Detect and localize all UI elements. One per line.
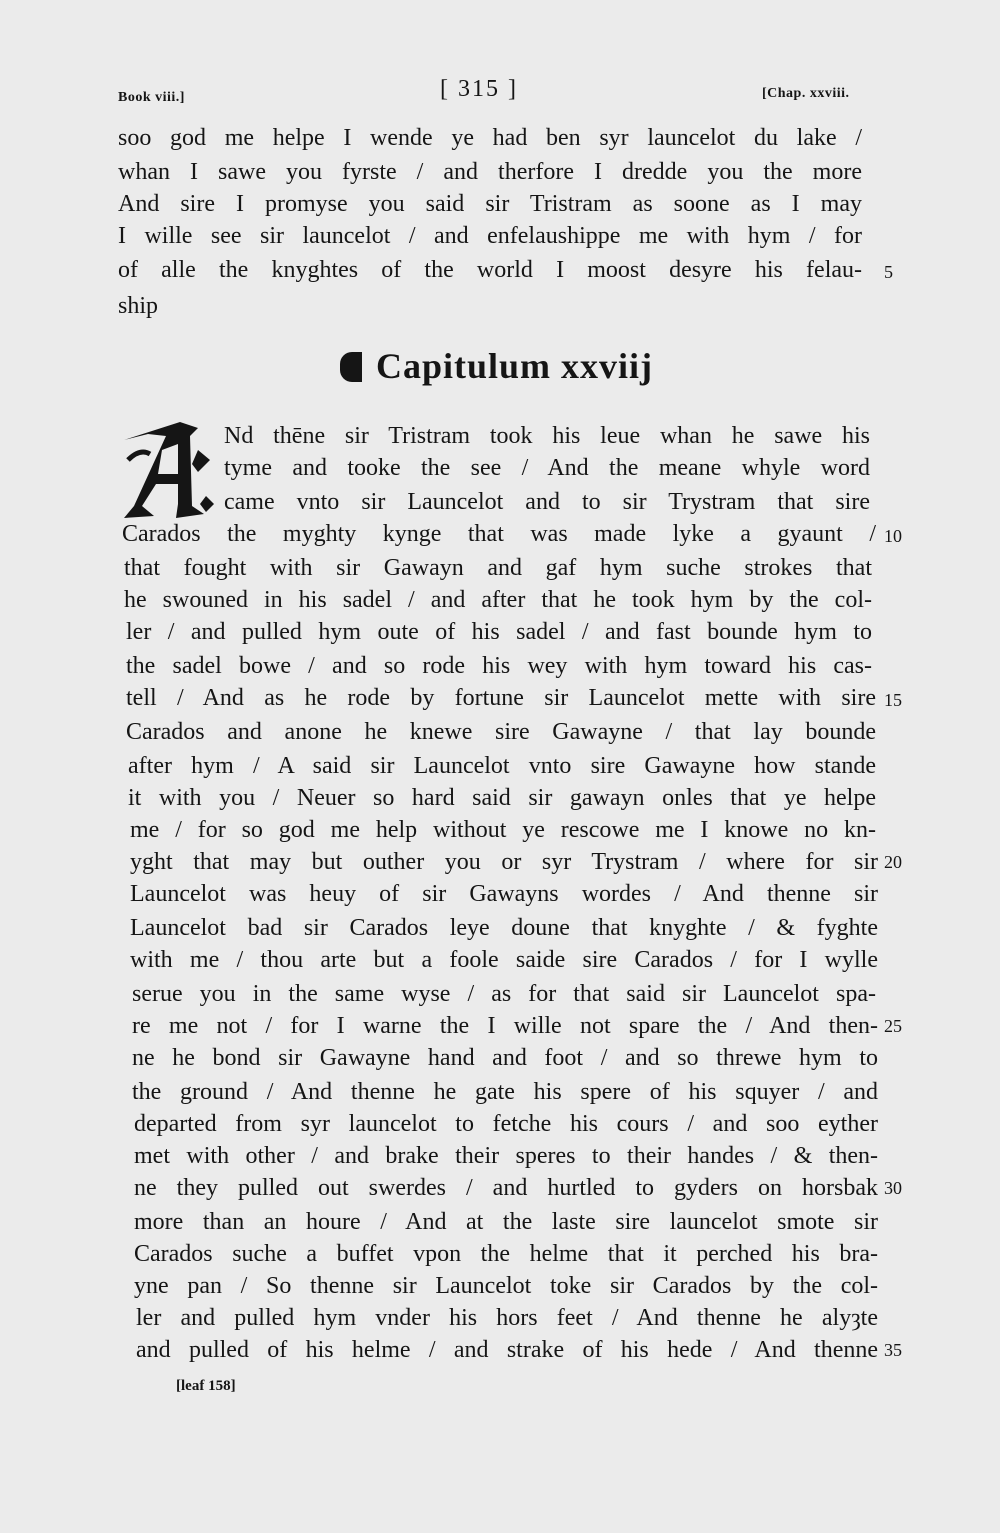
text-line: yght that may but outher you or syr Trystram / where for sir <box>130 849 878 875</box>
line-number: 35 <box>884 1340 902 1360</box>
text-line: re me not / for I warne the I wille not spare the / And then- <box>132 1013 878 1039</box>
text-line: ler / and pulled hym oute of his sadel / and fast bounde hym to <box>126 619 872 645</box>
text-line: ne they pulled out swerdes / and hurtled to gyders on horsbak <box>134 1175 878 1201</box>
text-line: me / for so god me help without ye rescowe me I knowe no kn- <box>130 817 876 843</box>
text-line: he swouned in his sadel / and after that he took hym by the col- <box>124 587 872 613</box>
line-number: 25 <box>884 1016 902 1036</box>
text-line: I wille see sir launcelot / and enfelaushippe me with hym / for <box>118 223 862 249</box>
text-line: ne he bond sir Gawayne hand and foot / and so threwe hym to <box>132 1045 878 1071</box>
running-head-book: Book viii.] <box>118 90 185 105</box>
text-line: it with you / Neuer so hard said sir gawayn onles that ye helpe <box>128 785 876 811</box>
leaf-note: [leaf 158] <box>176 1378 236 1394</box>
text-line: soo god me helpe I wende ye had ben syr launcelot du lake / <box>118 125 862 151</box>
text-line: Carados the myghty kynge that was made lyke a gyaunt / <box>122 521 876 547</box>
line-number: 5 <box>884 262 893 282</box>
text-line: more than an houre / And at the laste sire launcelot smote sir <box>134 1209 878 1235</box>
text-line: Launcelot bad sir Carados leye doune that knyghte / & fyghte <box>130 915 878 941</box>
text-line: ler and pulled hym vnder his hors feet / And thenne he alyȝte <box>136 1305 878 1331</box>
text-line: serue you in the same wyse / as for that said sir Launcelot spa- <box>132 981 876 1007</box>
text-line: after hym / A said sir Launcelot vnto sire Gawayne how stande <box>128 753 876 779</box>
text-line: tell / And as he rode by fortune sir Launcelot mette with sire <box>126 685 876 711</box>
text-line: tyme and tooke the see / And the meane whyle word <box>224 455 870 481</box>
line-number: 20 <box>884 852 902 872</box>
chapter-heading <box>340 346 653 386</box>
line-number: 10 <box>884 526 902 546</box>
text-line: the ground / And thenne he gate his spere of his squyer / and <box>132 1079 878 1105</box>
dropcap-letter-a-icon <box>120 420 216 520</box>
text-line: met with other / and brake their speres to their handes / & then- <box>134 1143 878 1169</box>
text-line: and pulled of his helme / and strake of his hede / And thenne <box>136 1337 878 1363</box>
text-line: Nd thēne sir Tristram took his leue whan he sawe his <box>224 423 870 449</box>
text-line: departed from syr launcelot to fetche his cours / and soo eyther <box>134 1111 878 1137</box>
text-line: ship <box>118 293 159 319</box>
chapter-title: Capitulum xxviij <box>376 346 654 386</box>
text-line: Launcelot was heuy of sir Gawayns wordes / And thenne sir <box>130 881 878 907</box>
line-number: 30 <box>884 1178 902 1198</box>
text-line: that fought with sir Gawayn and gaf hym suche strokes that <box>124 555 872 581</box>
text-line: Carados suche a buffet vpon the helme that it perched his bra- <box>134 1241 878 1267</box>
text-line: the sadel bowe / and so rode his wey with hym toward his cas- <box>126 653 872 679</box>
text-line: And sire I promyse you said sir Tristram as soone as I may <box>118 191 862 217</box>
page-number: [ 315 ] <box>440 76 518 102</box>
text-line: with me / thou arte but a foole saide sire Carados / for I wylle <box>130 947 878 973</box>
text-line: yne pan / So thenne sir Launcelot toke sir Carados by the col- <box>134 1273 878 1299</box>
running-head-chapter: [Chap. xxviii. <box>762 86 850 101</box>
pilcrow-icon <box>340 352 362 382</box>
text-line: of alle the knyghtes of the world I moost desyre his felau- <box>118 257 862 283</box>
text-line: Carados and anone he knewe sire Gawayne / that lay bounde <box>126 719 876 745</box>
text-line: whan I sawe you fyrste / and therfore I dredde you the more <box>118 159 862 185</box>
line-number: 15 <box>884 690 902 710</box>
text-line: came vnto sir Launcelot and to sir Trystram that sire <box>224 489 870 515</box>
